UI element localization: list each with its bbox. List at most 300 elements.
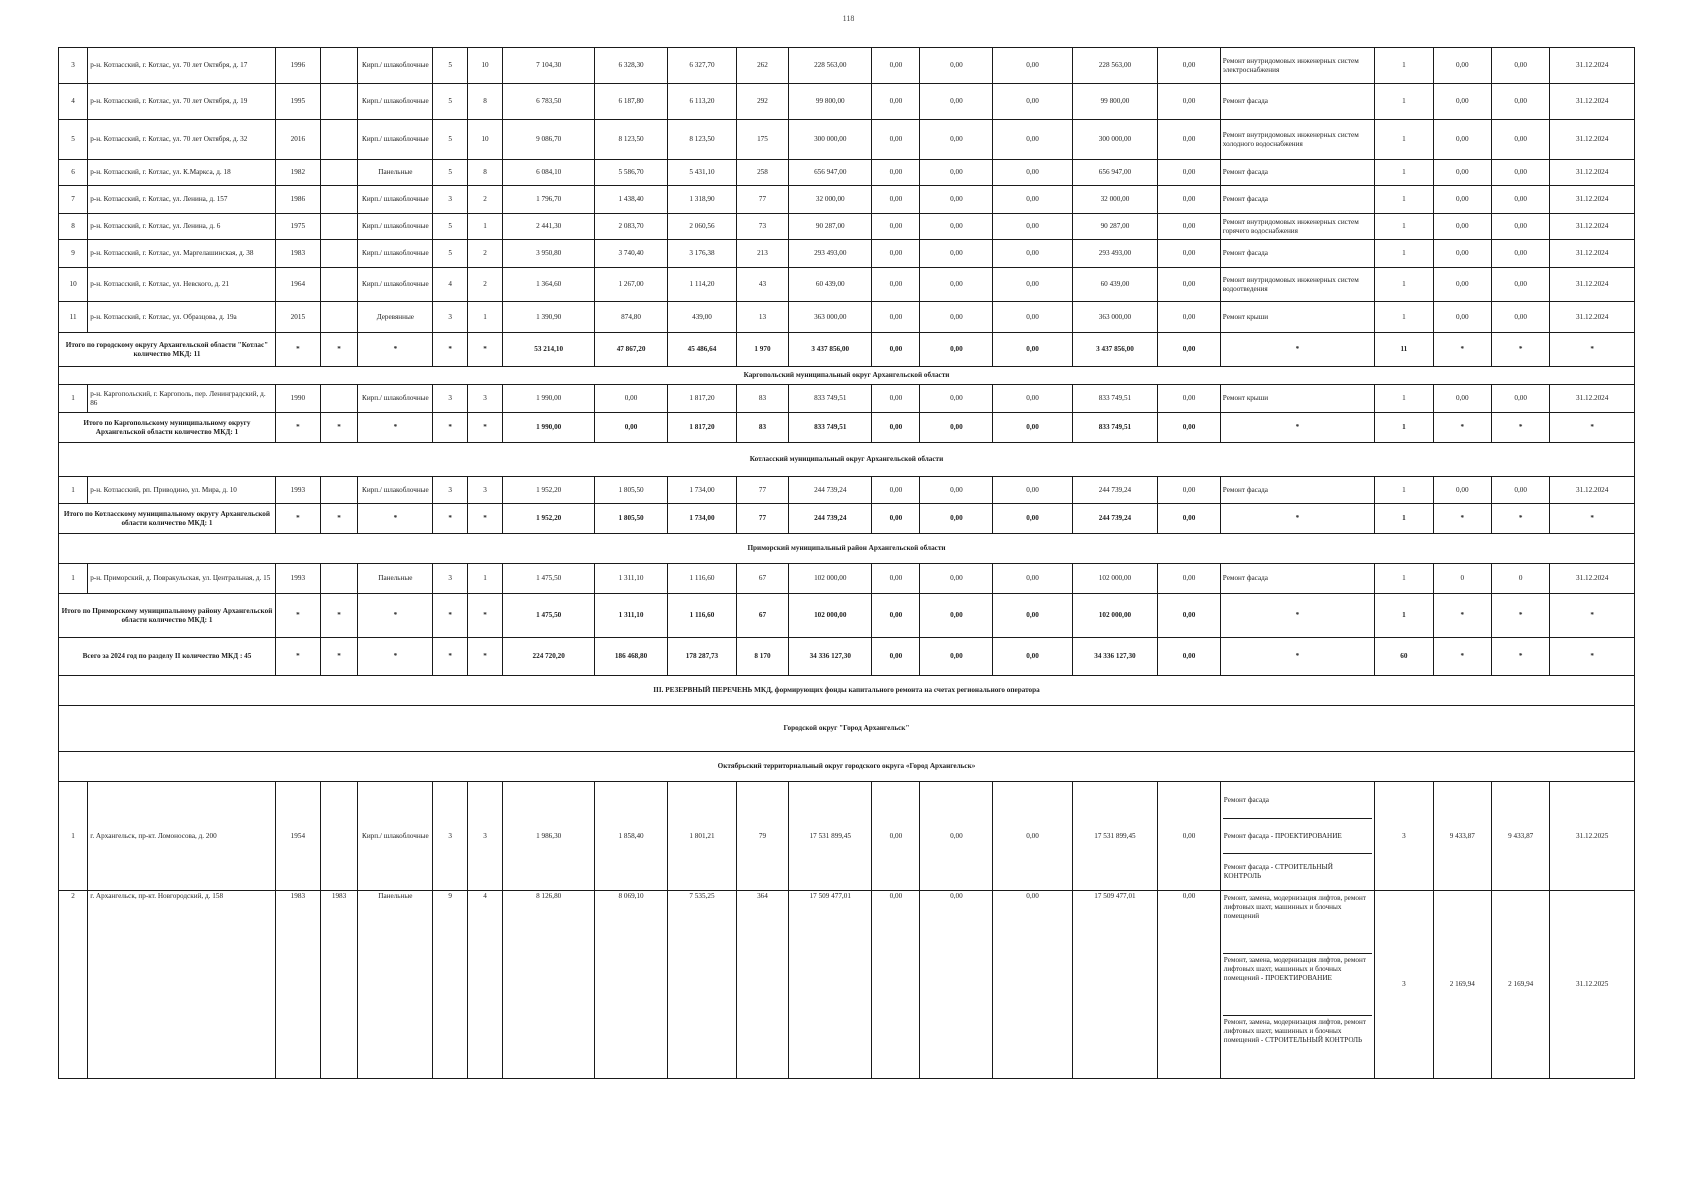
build-year: 1975 [275,214,320,240]
cost-other: 0,00 [1158,477,1221,504]
subtotal-cell-entrances: * [467,594,502,638]
residents: 77 [736,186,788,214]
completion-date: 31.12.2024 [1550,302,1635,333]
work-type: Ремонт внутридомовых инженерных систем электроснабжения [1220,48,1374,84]
row-number: 1 [59,564,88,594]
floors: 3 [433,186,467,214]
residential-area: 6 113,20 [668,84,737,120]
subtotal-cell-cost-municipal: 0,00 [993,333,1072,367]
subtotal-cell-floors: * [433,413,467,443]
entrances: 3 [467,782,502,891]
premises-area: 3 740,40 [595,240,668,268]
premises-area: 5 586,70 [595,160,668,186]
address: р-н. Котласский, г. Котлас, ул. Образцова, д. 19а [88,302,276,333]
cost-owners: 244 739,24 [1072,477,1158,504]
row-number: 1 [59,782,88,891]
cost-budget: 0,00 [920,48,993,84]
residents: 13 [736,302,788,333]
table-row [59,84,1635,120]
table-row [59,891,1635,1079]
completion-date: 31.12.2024 [1550,477,1635,504]
unit-cost: 0,00 [1433,120,1491,160]
address: р-н. Котласский, г. Котлас, ул. 70 лет Октября, д. 32 [88,120,276,160]
address: г. Архангельск, пр-кт. Новгородский, д. 158 [88,891,276,1079]
commission-year [320,302,358,333]
subtotal-cell-total-area: 224 720,20 [503,638,595,676]
subtotal-cell-work-count: 1 [1375,413,1433,443]
premises-area: 8 069,10 [595,891,668,1079]
total-area: 6 084,10 [503,160,595,186]
completion-date: 31.12.2024 [1550,240,1635,268]
cost-other: 0,00 [1158,385,1221,413]
section-header-row [59,367,1635,385]
total-cost: 656 947,00 [789,160,872,186]
residents: 292 [736,84,788,120]
table-row [59,385,1635,413]
subtotal-cell-cost-fund: 0,00 [872,594,920,638]
work-type-item: Ремонт фасада [1223,783,1372,819]
residential-area: 7 535,25 [668,891,737,1079]
work-type: Ремонт внутридомовых инженерных систем водоотведения [1220,268,1374,302]
subtotal-cell-total-area: 1 475,50 [503,594,595,638]
subtotal-cell-max-unit-cost: * [1491,333,1549,367]
section-header-row [59,443,1635,477]
subtotal-cell-residents: 77 [736,504,788,534]
section-title: Октябрьский территориальный округ городского округа «Город Архангельск» [59,752,1635,782]
residents: 258 [736,160,788,186]
work-type: Ремонт фасада [1220,160,1374,186]
unit-cost: 0,00 [1433,240,1491,268]
subtotal-cell-work-type: * [1220,504,1374,534]
wall-material: Кирп./ шлакоблочные [358,782,433,891]
cost-fund: 0,00 [872,120,920,160]
cost-municipal: 0,00 [993,302,1072,333]
subtotal-cell-residents: 83 [736,413,788,443]
floors: 5 [433,214,467,240]
subtotal-cell-cost-fund: 0,00 [872,638,920,676]
cost-budget: 0,00 [920,160,993,186]
cost-budget: 0,00 [920,564,993,594]
residential-area: 3 176,38 [668,240,737,268]
table-row [59,240,1635,268]
subtotal-row [59,413,1635,443]
cost-municipal: 0,00 [993,240,1072,268]
subtotal-cell-total-area: 1 990,00 [503,413,595,443]
row-number: 7 [59,186,88,214]
cost-other: 0,00 [1158,782,1221,891]
subtotal-cell-completion-date: * [1550,413,1635,443]
address: р-н. Котласский, г. Котлас, ул. 70 лет Октября, д. 19 [88,84,276,120]
work-count: 1 [1375,302,1433,333]
subtotal-cell-floors: * [433,594,467,638]
subtotal-cell-commission-year: * [320,413,358,443]
cost-other: 0,00 [1158,120,1221,160]
unit-cost: 0,00 [1433,302,1491,333]
premises-area: 1 858,40 [595,782,668,891]
subtotal-cell-build-year: * [275,413,320,443]
completion-date: 31.12.2024 [1550,268,1635,302]
residential-area: 439,00 [668,302,737,333]
unit-cost: 0,00 [1433,385,1491,413]
residents: 43 [736,268,788,302]
address: р-н. Котласский, г. Котлас, ул. Маргелашинская, д. 38 [88,240,276,268]
cost-fund: 0,00 [872,160,920,186]
row-number: 4 [59,84,88,120]
build-year: 1964 [275,268,320,302]
work-count: 1 [1375,268,1433,302]
cost-fund: 0,00 [872,84,920,120]
subtotal-cell-work-count: 1 [1375,504,1433,534]
total-cost: 363 000,00 [789,302,872,333]
entrances: 10 [467,120,502,160]
unit-cost: 0,00 [1433,477,1491,504]
residential-area: 5 431,10 [668,160,737,186]
work-count: 1 [1375,120,1433,160]
wall-material: Панельные [358,564,433,594]
build-year: 1983 [275,891,320,1079]
table-row [59,48,1635,84]
cost-budget: 0,00 [920,385,993,413]
subtotal-cell-premises-area: 47 867,20 [595,333,668,367]
subtotal-cell-unit-cost: * [1433,638,1491,676]
commission-year [320,268,358,302]
section-title: Котласский муниципальный округ Архангельской области [59,443,1635,477]
cost-budget: 0,00 [920,782,993,891]
premises-area: 8 123,50 [595,120,668,160]
floors: 9 [433,891,467,1079]
subtotal-cell-wall-material: * [358,413,433,443]
work-count: 1 [1375,160,1433,186]
commission-year [320,214,358,240]
work-type: Ремонт внутридомовых инженерных систем холодного водоснабжения [1220,120,1374,160]
work-count: 1 [1375,214,1433,240]
total-area: 1 986,30 [503,782,595,891]
residents: 262 [736,48,788,84]
cost-fund: 0,00 [872,186,920,214]
subtotal-cell-cost-municipal: 0,00 [993,594,1072,638]
floors: 5 [433,120,467,160]
row-number: 10 [59,268,88,302]
cost-other: 0,00 [1158,240,1221,268]
commission-year [320,564,358,594]
cost-municipal: 0,00 [993,782,1072,891]
floors: 3 [433,564,467,594]
entrances: 1 [467,564,502,594]
address: р-н. Котласский, г. Котлас, ул. К.Маркса, д. 18 [88,160,276,186]
commission-year [320,186,358,214]
wall-material: Кирп./ шлакоблочные [358,268,433,302]
cost-owners: 656 947,00 [1072,160,1158,186]
entrances: 2 [467,240,502,268]
total-area: 1 796,70 [503,186,595,214]
work-type-item: Ремонт, замена, модернизация лифтов, ремонт лифтовых шахт, машинных и блочных помещений [1223,892,1372,954]
cost-other: 0,00 [1158,891,1221,1079]
section-header-row [59,706,1635,752]
residents: 79 [736,782,788,891]
cost-fund: 0,00 [872,782,920,891]
table-row [59,186,1635,214]
work-type [1220,891,1374,1079]
max-unit-cost: 0,00 [1491,160,1549,186]
subtotal-cell-work-type: * [1220,413,1374,443]
residents: 213 [736,240,788,268]
row-number: 8 [59,214,88,240]
subtotal-cell-cost-municipal: 0,00 [993,504,1072,534]
subtotal-cell-cost-owners: 102 000,00 [1072,594,1158,638]
section-header-row [59,752,1635,782]
cost-municipal: 0,00 [993,84,1072,120]
wall-material: Деревянные [358,302,433,333]
subtotal-cell-residents: 67 [736,594,788,638]
max-unit-cost: 0 [1491,564,1549,594]
completion-date: 31.12.2024 [1550,160,1635,186]
subtotal-cell-cost-other: 0,00 [1158,333,1221,367]
cost-fund: 0,00 [872,564,920,594]
subtotal-cell-premises-area: 1 805,50 [595,504,668,534]
max-unit-cost: 2 169,94 [1491,891,1549,1079]
subtotal-label: Итого по Приморскому муниципальному району Архангельской области количество МКД: 1 [59,594,276,638]
row-number: 5 [59,120,88,160]
total-cost: 60 439,00 [789,268,872,302]
entrances: 2 [467,268,502,302]
build-year: 1982 [275,160,320,186]
max-unit-cost: 0,00 [1491,186,1549,214]
completion-date: 31.12.2024 [1550,385,1635,413]
total-cost: 293 493,00 [789,240,872,268]
subtotal-cell-entrances: * [467,504,502,534]
residential-area: 1 817,20 [668,385,737,413]
subtotal-cell-cost-municipal: 0,00 [993,638,1072,676]
cost-owners: 363 000,00 [1072,302,1158,333]
cost-municipal: 0,00 [993,120,1072,160]
completion-date: 31.12.2024 [1550,48,1635,84]
work-count: 3 [1375,891,1433,1079]
work-type-item: Ремонт фасада - СТРОИТЕЛЬНЫЙ КОНТРОЛЬ [1223,862,1333,880]
subtotal-cell-work-type: * [1220,638,1374,676]
subtotal-cell-max-unit-cost: * [1491,594,1549,638]
subtotal-cell-total-cost: 34 336 127,30 [789,638,872,676]
commission-year [320,84,358,120]
cost-other: 0,00 [1158,186,1221,214]
row-number: 3 [59,48,88,84]
subtotal-cell-unit-cost: * [1433,504,1491,534]
cost-municipal: 0,00 [993,385,1072,413]
address: р-н. Котласский, г. Котлас, ул. Ленина, д. 6 [88,214,276,240]
address: р-н. Котласский, г. Котлас, ул. 70 лет Октября, д. 17 [88,48,276,84]
subtotal-cell-entrances: * [467,333,502,367]
entrances: 2 [467,186,502,214]
completion-date: 31.12.2024 [1550,186,1635,214]
subtotal-cell-cost-budget: 0,00 [920,413,993,443]
residential-area: 1 318,90 [668,186,737,214]
subtotal-cell-cost-budget: 0,00 [920,504,993,534]
total-cost: 17 509 477,01 [789,891,872,1079]
work-type: Ремонт фасада [1220,477,1374,504]
total-cost: 90 287,00 [789,214,872,240]
subtotal-cell-completion-date: * [1550,594,1635,638]
cost-municipal: 0,00 [993,564,1072,594]
subtotal-label: Итого по Каргопольскому муниципальному округу Архангельской области количество МКД: 1 [59,413,276,443]
cost-owners: 228 563,00 [1072,48,1158,84]
subtotal-cell-unit-cost: * [1433,594,1491,638]
cost-owners: 833 749,51 [1072,385,1158,413]
wall-material: Панельные [358,160,433,186]
subtotal-cell-build-year: * [275,594,320,638]
entrances: 8 [467,160,502,186]
subtotal-cell-residential-area: 1 817,20 [668,413,737,443]
subtotal-cell-work-type: * [1220,333,1374,367]
table-row [59,268,1635,302]
build-year: 1986 [275,186,320,214]
commission-year [320,160,358,186]
subtotal-cell-cost-owners: 244 739,24 [1072,504,1158,534]
build-year: 1954 [275,782,320,891]
cost-other: 0,00 [1158,564,1221,594]
row-number: 2 [59,891,88,1079]
table-row [59,564,1635,594]
subtotal-cell-unit-cost: * [1433,413,1491,443]
premises-area: 2 083,70 [595,214,668,240]
table-row [59,214,1635,240]
subtotal-cell-commission-year: * [320,333,358,367]
row-number: 1 [59,477,88,504]
cost-budget: 0,00 [920,268,993,302]
subtotal-cell-premises-area: 186 468,80 [595,638,668,676]
cost-other: 0,00 [1158,268,1221,302]
subtotal-cell-cost-fund: 0,00 [872,333,920,367]
max-unit-cost: 0,00 [1491,214,1549,240]
subtotal-cell-cost-owners: 34 336 127,30 [1072,638,1158,676]
section-title: Приморский муниципальный район Архангельской области [59,534,1635,564]
unit-cost: 0,00 [1433,186,1491,214]
residents: 175 [736,120,788,160]
completion-date: 31.12.2024 [1550,84,1635,120]
address: г. Архангельск, пр-кт. Ломоносова, д. 200 [88,782,276,891]
subtotal-cell-cost-fund: 0,00 [872,504,920,534]
subtotal-label: Итого по городскому округу Архангельской области "Котлас" количество МКД: 11 [59,333,276,367]
cost-fund: 0,00 [872,302,920,333]
row-number: 6 [59,160,88,186]
completion-date: 31.12.2025 [1550,782,1635,891]
subtotal-cell-floors: * [433,504,467,534]
cost-budget: 0,00 [920,302,993,333]
section-title: Городской округ "Город Архангельск" [59,706,1635,752]
subtotal-cell-total-cost: 102 000,00 [789,594,872,638]
table-row [59,782,1635,891]
subtotal-cell-max-unit-cost: * [1491,504,1549,534]
unit-cost: 9 433,87 [1433,782,1491,891]
subtotal-cell-cost-other: 0,00 [1158,638,1221,676]
premises-area: 6 328,30 [595,48,668,84]
subtotal-cell-entrances: * [467,638,502,676]
cost-other: 0,00 [1158,302,1221,333]
wall-material: Кирп./ шлакоблочные [358,214,433,240]
work-type: Ремонт фасада [1220,240,1374,268]
subtotal-row [59,333,1635,367]
subtotal-cell-wall-material: * [358,594,433,638]
work-type: Ремонт фасада [1220,564,1374,594]
work-type-item: Ремонт фасада - ПРОЕКТИРОВАНИЕ [1223,819,1372,855]
subtotal-cell-cost-fund: 0,00 [872,413,920,443]
cost-owners: 293 493,00 [1072,240,1158,268]
cost-owners: 17 509 477,01 [1072,891,1158,1079]
premises-area: 1 267,00 [595,268,668,302]
subtotal-cell-floors: * [433,333,467,367]
subtotal-cell-cost-other: 0,00 [1158,413,1221,443]
cost-budget: 0,00 [920,477,993,504]
cost-fund: 0,00 [872,268,920,302]
subtotal-cell-total-cost: 3 437 856,00 [789,333,872,367]
cost-municipal: 0,00 [993,160,1072,186]
wall-material: Кирп./ шлакоблочные [358,477,433,504]
row-number: 9 [59,240,88,268]
total-area: 3 950,80 [503,240,595,268]
cost-fund: 0,00 [872,48,920,84]
max-unit-cost: 0,00 [1491,302,1549,333]
subtotal-cell-completion-date: * [1550,638,1635,676]
address: р-н. Котласский, рп. Приводино, ул. Мира, д. 10 [88,477,276,504]
subtotal-cell-wall-material: * [358,638,433,676]
residents: 364 [736,891,788,1079]
section-title: Каргопольский муниципальный округ Архангельской области [59,367,1635,385]
total-area: 9 086,70 [503,120,595,160]
residents: 83 [736,385,788,413]
commission-year [320,782,358,891]
subtotal-cell-floors: * [433,638,467,676]
cost-budget: 0,00 [920,84,993,120]
floors: 5 [433,48,467,84]
subtotal-cell-commission-year: * [320,638,358,676]
subtotal-cell-cost-municipal: 0,00 [993,413,1072,443]
subtotal-label: Всего за 2024 год по разделу II количество МКД : 45 [59,638,276,676]
cost-other: 0,00 [1158,160,1221,186]
entrances: 1 [467,214,502,240]
subtotal-row [59,594,1635,638]
address: р-н. Котласский, г. Котлас, ул. Ленина, д. 157 [88,186,276,214]
work-type: Ремонт внутридомовых инженерных систем горячего водоснабжения [1220,214,1374,240]
completion-date: 31.12.2024 [1550,120,1635,160]
subtotal-cell-cost-budget: 0,00 [920,333,993,367]
subtotal-cell-completion-date: * [1550,333,1635,367]
table-row [59,477,1635,504]
wall-material: Кирп./ шлакоблочные [358,186,433,214]
cost-municipal: 0,00 [993,891,1072,1079]
wall-material: Кирп./ шлакоблочные [358,48,433,84]
cost-municipal: 0,00 [993,48,1072,84]
entrances: 3 [467,477,502,504]
total-cost: 99 800,00 [789,84,872,120]
subtotal-cell-total-cost: 244 739,24 [789,504,872,534]
subtotal-cell-total-area: 1 952,20 [503,504,595,534]
cost-owners: 300 000,00 [1072,120,1158,160]
build-year: 1990 [275,385,320,413]
build-year: 2015 [275,302,320,333]
premises-area: 1 438,40 [595,186,668,214]
cost-owners: 60 439,00 [1072,268,1158,302]
cost-other: 0,00 [1158,214,1221,240]
work-count: 1 [1375,240,1433,268]
address: р-н. Котласский, г. Котлас, ул. Невского, д. 21 [88,268,276,302]
build-year: 2016 [275,120,320,160]
completion-date: 31.12.2024 [1550,564,1635,594]
premises-area: 6 187,80 [595,84,668,120]
subtotal-cell-premises-area: 1 311,10 [595,594,668,638]
work-count: 1 [1375,48,1433,84]
total-cost: 244 739,24 [789,477,872,504]
subtotal-cell-work-count: 1 [1375,594,1433,638]
max-unit-cost: 9 433,87 [1491,782,1549,891]
commission-year [320,477,358,504]
